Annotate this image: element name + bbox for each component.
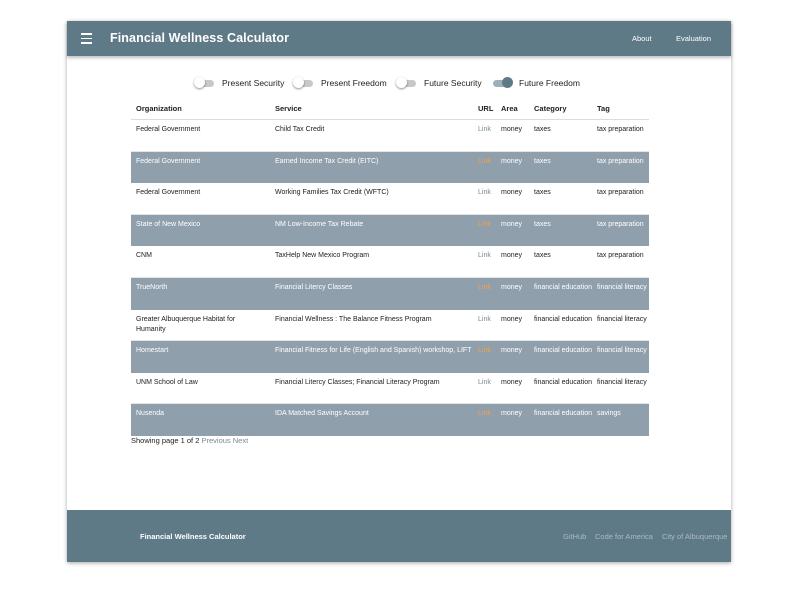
toggle-label: Present Freedom <box>321 78 387 88</box>
table-row[interactable] <box>131 404 649 436</box>
cell-area: money <box>501 347 523 355</box>
cell-url-link[interactable]: Link <box>478 283 491 291</box>
nav-evaluation-link[interactable]: Evaluation <box>676 34 712 43</box>
cell-tag: tax preparation <box>597 157 644 165</box>
column-header-category[interactable]: Category <box>534 104 567 113</box>
table-row[interactable] <box>131 246 649 278</box>
app-bar <box>67 21 731 56</box>
cell-tag: tax preparation <box>597 189 644 197</box>
table-row[interactable] <box>131 310 649 342</box>
table-row[interactable] <box>131 215 649 247</box>
pagination-status: Showing page 1 of 2 <box>131 436 200 445</box>
cell-organization: Greater Albuquerque Habitat for Humanity <box>136 315 236 334</box>
cell-category: financial education <box>534 347 592 355</box>
cell-url-link[interactable]: Link <box>478 220 491 228</box>
table-row[interactable] <box>131 278 649 310</box>
cell-tag: financial literacy <box>597 347 647 355</box>
switch-present-security[interactable] <box>196 80 214 87</box>
toggle-label: Present Security <box>222 78 285 88</box>
cell-tag: savings <box>597 410 621 418</box>
cell-area: money <box>501 378 523 386</box>
toggle-future-security[interactable] <box>398 75 482 91</box>
footer-link-github[interactable]: GitHub <box>563 532 587 541</box>
column-header-service[interactable]: Service <box>275 104 302 113</box>
cell-url-link[interactable]: Link <box>478 315 491 323</box>
app-title: Financial Wellness Calculator <box>110 31 290 45</box>
cell-area: money <box>501 220 523 228</box>
cell-organization: CNM <box>136 252 152 260</box>
cell-area: money <box>501 189 523 197</box>
cell-tag: tax preparation <box>597 220 644 228</box>
table-header <box>131 101 649 120</box>
table-row[interactable] <box>131 152 649 184</box>
column-header-organization[interactable]: Organization <box>136 104 182 113</box>
footer <box>67 510 731 562</box>
cell-tag: tax preparation <box>597 126 644 133</box>
footer-link-city-of-albuquerque[interactable]: City of Albuquerque <box>662 532 728 541</box>
cell-organization: State of New Mexico <box>136 220 201 228</box>
cell-category: taxes <box>534 157 551 165</box>
cell-area: money <box>501 126 523 133</box>
cell-category: taxes <box>534 220 551 228</box>
cell-service: Financial Wellness : The Balance Fitness Program <box>275 315 432 323</box>
toggle-present-freedom[interactable] <box>295 75 387 91</box>
cell-organization: Federal Government <box>136 189 201 197</box>
toggle-future-freedom[interactable] <box>493 75 580 91</box>
switch-future-security[interactable] <box>398 80 416 87</box>
cell-service: Financial Litercy Classes <box>275 283 353 291</box>
cell-category: taxes <box>534 126 551 133</box>
cell-tag: financial literacy <box>597 283 647 291</box>
cell-service: Working Families Tax Credit (WFTC) <box>275 189 389 197</box>
cell-organization: TrueNorth <box>136 283 168 291</box>
cell-service: Financial Litercy Classes; Financial Literacy Program <box>275 378 440 386</box>
cell-url-link[interactable]: Link <box>478 410 491 418</box>
cell-organization: Homestart <box>136 347 169 355</box>
cell-organization: Federal Government <box>136 126 201 133</box>
cell-url-link[interactable]: Link <box>478 189 491 197</box>
column-header-url[interactable]: URL <box>478 104 494 113</box>
cell-category: financial education <box>534 410 592 418</box>
switch-present-freedom[interactable] <box>295 80 313 87</box>
cell-organization: UNM School of Law <box>136 378 198 386</box>
table-row[interactable] <box>131 373 649 405</box>
app-window <box>67 21 731 562</box>
pagination <box>131 436 248 445</box>
cell-url-link[interactable]: Link <box>478 126 491 133</box>
hamburger-menu-icon[interactable] <box>81 33 92 44</box>
filter-toggles <box>67 75 731 91</box>
cell-tag: financial literacy <box>597 378 647 386</box>
footer-title: Financial Wellness Calculator <box>140 532 246 541</box>
column-header-area[interactable]: Area <box>501 104 518 113</box>
cell-url-link[interactable]: Link <box>478 157 491 165</box>
cell-tag: financial literacy <box>597 315 647 323</box>
cell-area: money <box>501 252 523 260</box>
cell-service: Child Tax Credit <box>275 126 325 133</box>
cell-area: money <box>501 157 523 165</box>
cell-area: money <box>501 410 523 418</box>
cell-category: financial education <box>534 378 592 386</box>
cell-url-link[interactable]: Link <box>478 347 491 355</box>
toggle-present-security[interactable] <box>196 75 284 91</box>
cell-area: money <box>501 283 523 291</box>
next-page-link[interactable]: Next <box>232 436 249 445</box>
cell-area: money <box>501 315 523 323</box>
cell-service: Earned Income Tax Credit (EITC) <box>275 157 379 165</box>
nav-about-link[interactable]: About <box>632 34 652 43</box>
cell-service: IDA Matched Savings Account <box>275 410 369 418</box>
toggle-label: Future Security <box>424 78 482 88</box>
cell-category: financial education <box>534 315 592 323</box>
column-header-tag[interactable]: Tag <box>597 104 610 113</box>
cell-url-link[interactable]: Link <box>478 378 491 386</box>
table-row[interactable] <box>131 341 649 373</box>
previous-page-link[interactable]: Previous <box>201 436 231 445</box>
cell-category: financial education <box>534 283 592 291</box>
cell-url-link[interactable]: Link <box>478 252 491 260</box>
cell-category: taxes <box>534 252 551 260</box>
toggle-label: Future Freedom <box>519 78 580 88</box>
table-row[interactable] <box>131 120 649 152</box>
cell-organization: Federal Government <box>136 157 201 165</box>
switch-future-freedom[interactable] <box>493 80 511 87</box>
services-table <box>131 101 649 436</box>
cell-organization: Nusenda <box>136 410 165 418</box>
cell-service: Financial Fitness for Life (English and Spanish) workshop, LIFT <box>275 347 472 355</box>
cell-service: TaxHelp New Mexico Program <box>275 252 370 260</box>
table-row[interactable] <box>131 183 649 215</box>
cell-service: NM Low-Income Tax Rebate <box>275 220 364 228</box>
cell-category: taxes <box>534 189 551 197</box>
cell-tag: tax preparation <box>597 252 644 260</box>
footer-link-code-for-america[interactable]: Code for America <box>595 532 653 541</box>
